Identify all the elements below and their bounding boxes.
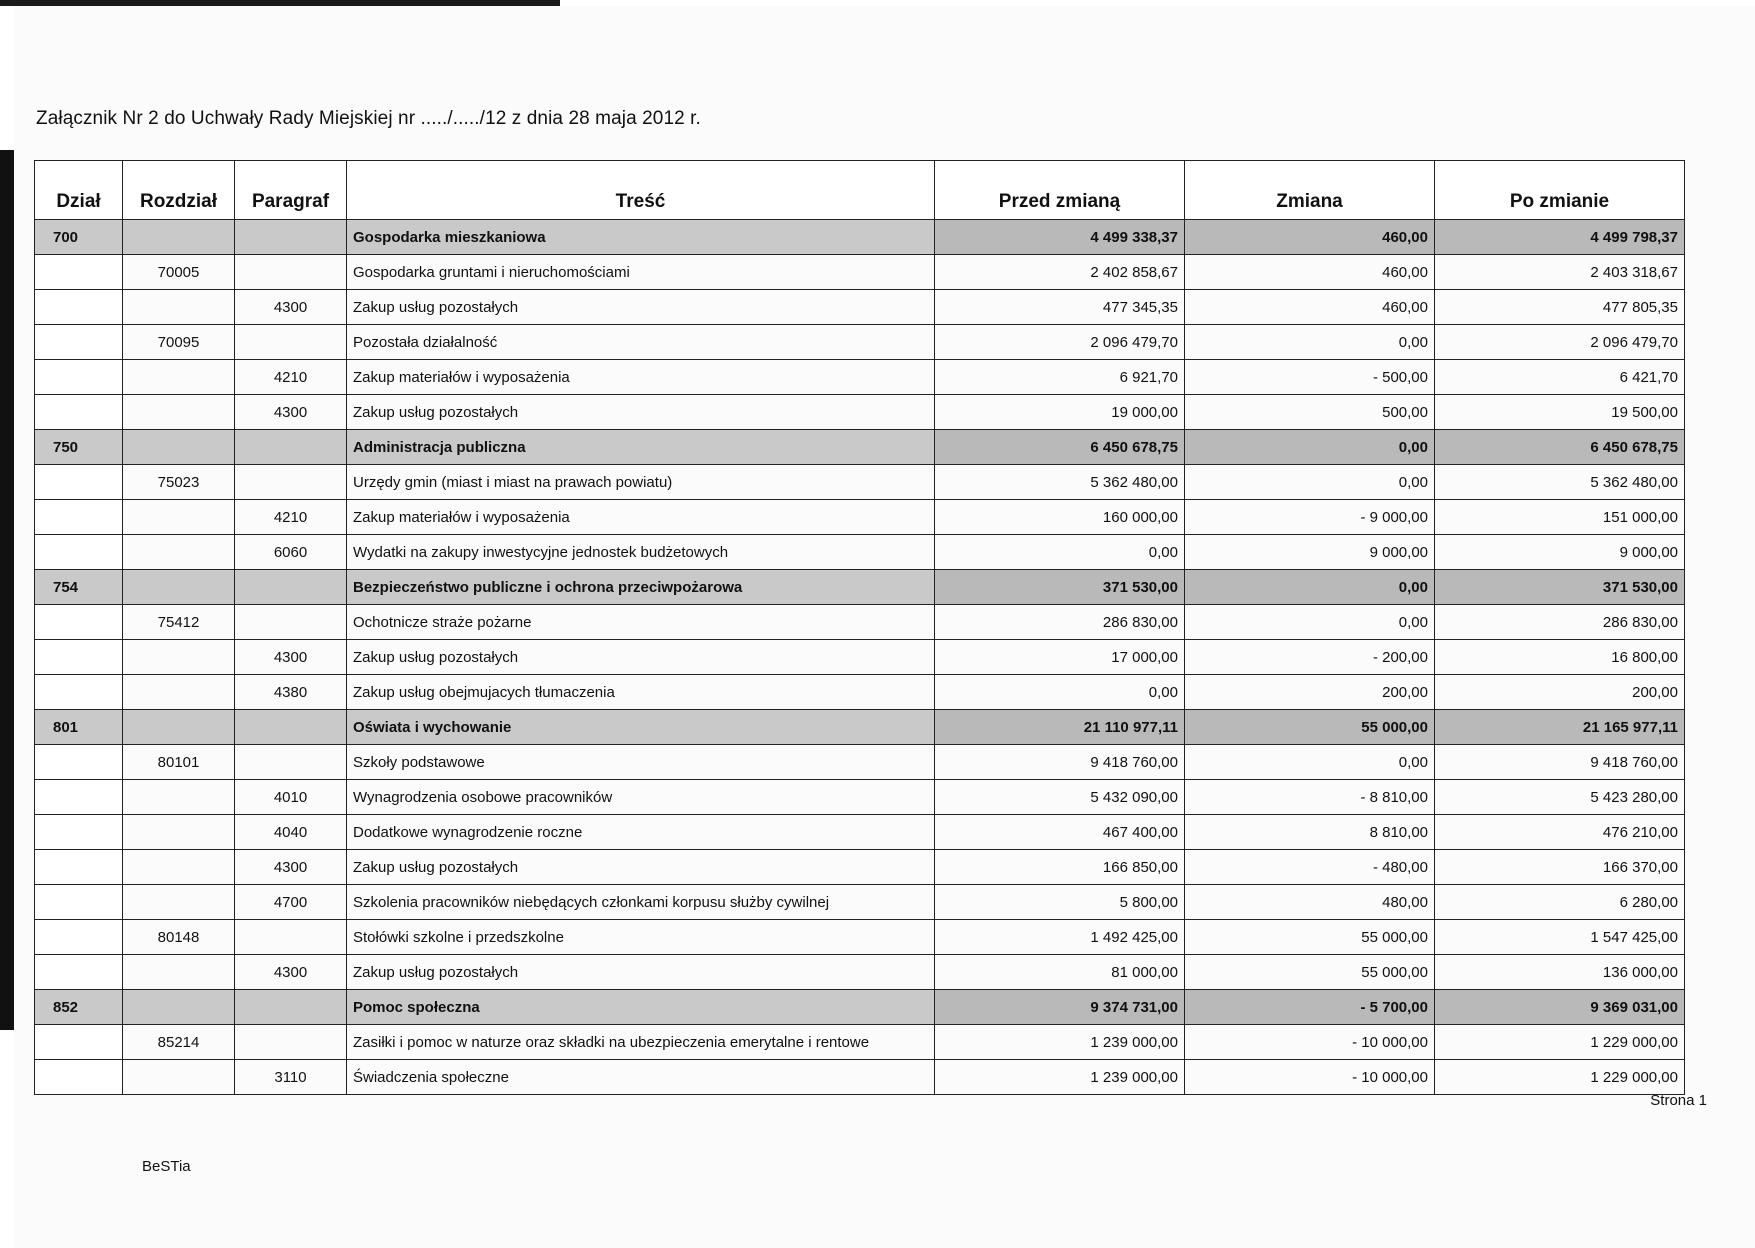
cell-rozdzial bbox=[123, 535, 235, 570]
cell-po-zmianie: 166 370,00 bbox=[1435, 850, 1685, 885]
cell-po-zmianie: 4 499 798,37 bbox=[1435, 220, 1685, 255]
cell-przed-zmiana: 17 000,00 bbox=[935, 640, 1185, 675]
cell-rozdzial bbox=[123, 500, 235, 535]
cell-dzial: 700 bbox=[35, 220, 123, 255]
cell-rozdzial bbox=[123, 1060, 235, 1095]
cell-rozdzial: 75412 bbox=[123, 605, 235, 640]
cell-zmiana: - 9 000,00 bbox=[1185, 500, 1435, 535]
cell-dzial bbox=[35, 920, 123, 955]
cell-paragraf bbox=[235, 990, 347, 1025]
cell-tresc: Wydatki na zakupy inwestycyjne jednostek budżetowych bbox=[347, 535, 935, 570]
cell-przed-zmiana: 5 800,00 bbox=[935, 885, 1185, 920]
cell-dzial bbox=[35, 360, 123, 395]
table-header-row bbox=[35, 161, 1685, 220]
cell-tresc: Stołówki szkolne i przedszkolne bbox=[347, 920, 935, 955]
cell-tresc: Zakup usług pozostałych bbox=[347, 955, 935, 990]
paragraf-row bbox=[35, 955, 1685, 990]
cell-po-zmianie: 16 800,00 bbox=[1435, 640, 1685, 675]
cell-zmiana: 55 000,00 bbox=[1185, 710, 1435, 745]
cell-dzial bbox=[35, 290, 123, 325]
cell-rozdzial bbox=[123, 640, 235, 675]
cell-tresc: Świadczenia społeczne bbox=[347, 1060, 935, 1095]
cell-po-zmianie: 200,00 bbox=[1435, 675, 1685, 710]
cell-zmiana: 480,00 bbox=[1185, 885, 1435, 920]
cell-zmiana: 55 000,00 bbox=[1185, 955, 1435, 990]
cell-zmiana: 0,00 bbox=[1185, 465, 1435, 500]
cell-po-zmianie: 371 530,00 bbox=[1435, 570, 1685, 605]
cell-rozdzial bbox=[123, 955, 235, 990]
cell-dzial bbox=[35, 815, 123, 850]
paragraf-row bbox=[35, 395, 1685, 430]
cell-tresc: Zakup usług pozostałych bbox=[347, 290, 935, 325]
cell-dzial bbox=[35, 780, 123, 815]
cell-paragraf: 4300 bbox=[235, 955, 347, 990]
cell-przed-zmiana: 81 000,00 bbox=[935, 955, 1185, 990]
rozdzial-row bbox=[35, 465, 1685, 500]
cell-tresc: Zakup materiałów i wyposażenia bbox=[347, 360, 935, 395]
cell-przed-zmiana: 21 110 977,11 bbox=[935, 710, 1185, 745]
cell-dzial bbox=[35, 1025, 123, 1060]
cell-rozdzial: 70095 bbox=[123, 325, 235, 360]
column-header-tresc: Treść bbox=[347, 161, 935, 220]
budget-table bbox=[34, 160, 1685, 1095]
cell-zmiana: - 500,00 bbox=[1185, 360, 1435, 395]
cell-paragraf bbox=[235, 710, 347, 745]
cell-tresc: Dodatkowe wynagrodzenie roczne bbox=[347, 815, 935, 850]
cell-paragraf: 4300 bbox=[235, 640, 347, 675]
cell-tresc: Bezpieczeństwo publiczne i ochrona przeciwpożarowa bbox=[347, 570, 935, 605]
cell-dzial bbox=[35, 500, 123, 535]
budget-table-body bbox=[35, 220, 1685, 1095]
cell-rozdzial bbox=[123, 290, 235, 325]
cell-dzial bbox=[35, 955, 123, 990]
cell-zmiana: 9 000,00 bbox=[1185, 535, 1435, 570]
cell-dzial bbox=[35, 675, 123, 710]
cell-zmiana: 55 000,00 bbox=[1185, 920, 1435, 955]
column-header-przed-zmiana: Przed zmianą bbox=[935, 161, 1185, 220]
cell-tresc: Zakup usług obejmujacych tłumaczenia bbox=[347, 675, 935, 710]
cell-tresc: Administracja publiczna bbox=[347, 430, 935, 465]
cell-po-zmianie: 286 830,00 bbox=[1435, 605, 1685, 640]
cell-paragraf: 4210 bbox=[235, 360, 347, 395]
cell-zmiana: - 10 000,00 bbox=[1185, 1060, 1435, 1095]
cell-zmiana: - 200,00 bbox=[1185, 640, 1435, 675]
cell-zmiana: 460,00 bbox=[1185, 255, 1435, 290]
cell-tresc: Zakup materiałów i wyposażenia bbox=[347, 500, 935, 535]
cell-paragraf bbox=[235, 570, 347, 605]
cell-tresc: Gospodarka gruntami i nieruchomościami bbox=[347, 255, 935, 290]
cell-tresc: Szkolenia pracowników niebędących członkami korpusu służby cywilnej bbox=[347, 885, 935, 920]
paragraf-row bbox=[35, 640, 1685, 675]
cell-przed-zmiana: 9 418 760,00 bbox=[935, 745, 1185, 780]
cell-zmiana: 0,00 bbox=[1185, 325, 1435, 360]
paragraf-row bbox=[35, 815, 1685, 850]
cell-przed-zmiana: 5 362 480,00 bbox=[935, 465, 1185, 500]
column-header-rozdzial: Rozdział bbox=[123, 161, 235, 220]
cell-dzial: 754 bbox=[35, 570, 123, 605]
cell-zmiana: 460,00 bbox=[1185, 220, 1435, 255]
cell-paragraf: 6060 bbox=[235, 535, 347, 570]
cell-po-zmianie: 2 096 479,70 bbox=[1435, 325, 1685, 360]
cell-rozdzial bbox=[123, 815, 235, 850]
cell-rozdzial bbox=[123, 395, 235, 430]
cell-paragraf: 4040 bbox=[235, 815, 347, 850]
paragraf-row bbox=[35, 675, 1685, 710]
cell-tresc: Zakup usług pozostałych bbox=[347, 850, 935, 885]
cell-rozdzial: 80101 bbox=[123, 745, 235, 780]
cell-zmiana: 0,00 bbox=[1185, 570, 1435, 605]
cell-zmiana: 200,00 bbox=[1185, 675, 1435, 710]
cell-rozdzial bbox=[123, 710, 235, 745]
cell-tresc: Gospodarka mieszkaniowa bbox=[347, 220, 935, 255]
cell-po-zmianie: 21 165 977,11 bbox=[1435, 710, 1685, 745]
cell-paragraf: 4300 bbox=[235, 290, 347, 325]
paragraf-row bbox=[35, 885, 1685, 920]
cell-tresc: Zakup usług pozostałych bbox=[347, 395, 935, 430]
cell-przed-zmiana: 160 000,00 bbox=[935, 500, 1185, 535]
cell-tresc: Urzędy gmin (miast i miast na prawach powiatu) bbox=[347, 465, 935, 500]
cell-po-zmianie: 1 229 000,00 bbox=[1435, 1060, 1685, 1095]
dzial-row bbox=[35, 220, 1685, 255]
cell-dzial bbox=[35, 395, 123, 430]
column-header-zmiana: Zmiana bbox=[1185, 161, 1435, 220]
column-header-po-zmianie: Po zmianie bbox=[1435, 161, 1685, 220]
cell-paragraf: 4210 bbox=[235, 500, 347, 535]
cell-tresc: Zakup usług pozostałych bbox=[347, 640, 935, 675]
cell-po-zmianie: 19 500,00 bbox=[1435, 395, 1685, 430]
cell-paragraf bbox=[235, 220, 347, 255]
cell-po-zmianie: 151 000,00 bbox=[1435, 500, 1685, 535]
paragraf-row bbox=[35, 360, 1685, 395]
cell-po-zmianie: 5 362 480,00 bbox=[1435, 465, 1685, 500]
cell-dzial bbox=[35, 850, 123, 885]
cell-przed-zmiana: 1 239 000,00 bbox=[935, 1025, 1185, 1060]
cell-dzial bbox=[35, 605, 123, 640]
cell-zmiana: - 8 810,00 bbox=[1185, 780, 1435, 815]
paragraf-row bbox=[35, 500, 1685, 535]
cell-rozdzial bbox=[123, 570, 235, 605]
cell-paragraf: 3110 bbox=[235, 1060, 347, 1095]
cell-po-zmianie: 2 403 318,67 bbox=[1435, 255, 1685, 290]
cell-paragraf bbox=[235, 605, 347, 640]
cell-rozdzial: 70005 bbox=[123, 255, 235, 290]
dzial-row bbox=[35, 710, 1685, 745]
cell-zmiana: - 480,00 bbox=[1185, 850, 1435, 885]
rozdzial-row bbox=[35, 255, 1685, 290]
cell-paragraf: 4300 bbox=[235, 850, 347, 885]
cell-rozdzial bbox=[123, 220, 235, 255]
cell-dzial bbox=[35, 745, 123, 780]
cell-dzial: 852 bbox=[35, 990, 123, 1025]
cell-przed-zmiana: 19 000,00 bbox=[935, 395, 1185, 430]
cell-po-zmianie: 6 421,70 bbox=[1435, 360, 1685, 395]
dzial-row bbox=[35, 430, 1685, 465]
dzial-row bbox=[35, 570, 1685, 605]
cell-dzial: 801 bbox=[35, 710, 123, 745]
cell-przed-zmiana: 0,00 bbox=[935, 675, 1185, 710]
cell-po-zmianie: 6 450 678,75 bbox=[1435, 430, 1685, 465]
cell-paragraf bbox=[235, 255, 347, 290]
cell-dzial bbox=[35, 255, 123, 290]
cell-paragraf: 4010 bbox=[235, 780, 347, 815]
cell-dzial bbox=[35, 1060, 123, 1095]
cell-po-zmianie: 1 229 000,00 bbox=[1435, 1025, 1685, 1060]
cell-dzial: 750 bbox=[35, 430, 123, 465]
cell-po-zmianie: 136 000,00 bbox=[1435, 955, 1685, 990]
cell-tresc: Szkoły podstawowe bbox=[347, 745, 935, 780]
cell-przed-zmiana: 1 239 000,00 bbox=[935, 1060, 1185, 1095]
cell-dzial bbox=[35, 885, 123, 920]
footer-system-name: BeSTia bbox=[142, 1158, 191, 1175]
cell-rozdzial: 85214 bbox=[123, 1025, 235, 1060]
cell-zmiana: 0,00 bbox=[1185, 430, 1435, 465]
cell-po-zmianie: 9 369 031,00 bbox=[1435, 990, 1685, 1025]
cell-rozdzial bbox=[123, 990, 235, 1025]
cell-paragraf: 4380 bbox=[235, 675, 347, 710]
cell-dzial bbox=[35, 325, 123, 360]
cell-przed-zmiana: 286 830,00 bbox=[935, 605, 1185, 640]
rozdzial-row bbox=[35, 1025, 1685, 1060]
rozdzial-row bbox=[35, 745, 1685, 780]
cell-zmiana: 500,00 bbox=[1185, 395, 1435, 430]
cell-paragraf bbox=[235, 745, 347, 780]
document-title: Załącznik Nr 2 do Uchwały Rady Miejskiej nr ...../...../12 z dnia 28 maja 2012 r. bbox=[36, 108, 701, 129]
cell-przed-zmiana: 5 432 090,00 bbox=[935, 780, 1185, 815]
cell-po-zmianie: 9 000,00 bbox=[1435, 535, 1685, 570]
cell-tresc: Wynagrodzenia osobowe pracowników bbox=[347, 780, 935, 815]
cell-przed-zmiana: 0,00 bbox=[935, 535, 1185, 570]
cell-po-zmianie: 5 423 280,00 bbox=[1435, 780, 1685, 815]
cell-zmiana: 460,00 bbox=[1185, 290, 1435, 325]
cell-przed-zmiana: 9 374 731,00 bbox=[935, 990, 1185, 1025]
scan-edge-left bbox=[0, 150, 14, 1030]
rozdzial-row bbox=[35, 920, 1685, 955]
cell-przed-zmiana: 467 400,00 bbox=[935, 815, 1185, 850]
cell-zmiana: - 5 700,00 bbox=[1185, 990, 1435, 1025]
cell-dzial bbox=[35, 535, 123, 570]
cell-po-zmianie: 6 280,00 bbox=[1435, 885, 1685, 920]
cell-rozdzial bbox=[123, 675, 235, 710]
paragraf-row bbox=[35, 535, 1685, 570]
cell-rozdzial: 80148 bbox=[123, 920, 235, 955]
cell-przed-zmiana: 477 345,35 bbox=[935, 290, 1185, 325]
cell-zmiana: 0,00 bbox=[1185, 745, 1435, 780]
rozdzial-row bbox=[35, 325, 1685, 360]
cell-tresc: Pomoc społeczna bbox=[347, 990, 935, 1025]
cell-paragraf: 4700 bbox=[235, 885, 347, 920]
cell-paragraf: 4300 bbox=[235, 395, 347, 430]
cell-po-zmianie: 1 547 425,00 bbox=[1435, 920, 1685, 955]
paragraf-row bbox=[35, 850, 1685, 885]
cell-tresc: Ochotnicze straże pożarne bbox=[347, 605, 935, 640]
cell-przed-zmiana: 371 530,00 bbox=[935, 570, 1185, 605]
column-header-paragraf: Paragraf bbox=[235, 161, 347, 220]
cell-przed-zmiana: 6 450 678,75 bbox=[935, 430, 1185, 465]
cell-przed-zmiana: 1 492 425,00 bbox=[935, 920, 1185, 955]
cell-paragraf bbox=[235, 430, 347, 465]
cell-paragraf bbox=[235, 325, 347, 360]
rozdzial-row bbox=[35, 605, 1685, 640]
cell-dzial bbox=[35, 465, 123, 500]
cell-zmiana: 0,00 bbox=[1185, 605, 1435, 640]
cell-zmiana: 8 810,00 bbox=[1185, 815, 1435, 850]
paragraf-row bbox=[35, 780, 1685, 815]
paragraf-row bbox=[35, 290, 1685, 325]
cell-tresc: Oświata i wychowanie bbox=[347, 710, 935, 745]
cell-przed-zmiana: 6 921,70 bbox=[935, 360, 1185, 395]
cell-paragraf bbox=[235, 920, 347, 955]
cell-paragraf bbox=[235, 465, 347, 500]
cell-przed-zmiana: 4 499 338,37 bbox=[935, 220, 1185, 255]
cell-rozdzial bbox=[123, 780, 235, 815]
cell-tresc: Zasiłki i pomoc w naturze oraz składki na ubezpieczenia emerytalne i rentowe bbox=[347, 1025, 935, 1060]
cell-po-zmianie: 477 805,35 bbox=[1435, 290, 1685, 325]
dzial-row bbox=[35, 990, 1685, 1025]
cell-przed-zmiana: 166 850,00 bbox=[935, 850, 1185, 885]
page-number: Strona 1 bbox=[1650, 1092, 1707, 1109]
cell-po-zmianie: 476 210,00 bbox=[1435, 815, 1685, 850]
cell-rozdzial bbox=[123, 430, 235, 465]
paragraf-row bbox=[35, 1060, 1685, 1095]
cell-rozdzial bbox=[123, 360, 235, 395]
cell-po-zmianie: 9 418 760,00 bbox=[1435, 745, 1685, 780]
cell-zmiana: - 10 000,00 bbox=[1185, 1025, 1435, 1060]
cell-rozdzial bbox=[123, 885, 235, 920]
cell-paragraf bbox=[235, 1025, 347, 1060]
cell-rozdzial bbox=[123, 850, 235, 885]
cell-tresc: Pozostała działalność bbox=[347, 325, 935, 360]
cell-przed-zmiana: 2 402 858,67 bbox=[935, 255, 1185, 290]
column-header-dzial: Dział bbox=[35, 161, 123, 220]
cell-rozdzial: 75023 bbox=[123, 465, 235, 500]
cell-przed-zmiana: 2 096 479,70 bbox=[935, 325, 1185, 360]
cell-dzial bbox=[35, 640, 123, 675]
